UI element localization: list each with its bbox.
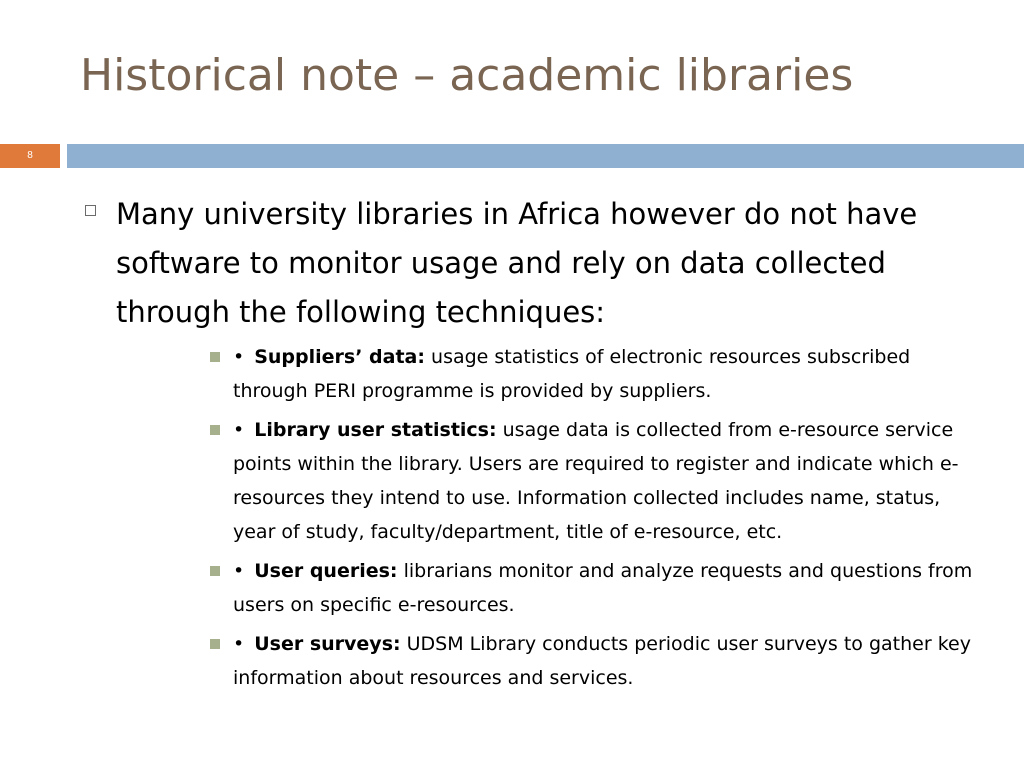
sub-bullet-term: User surveys:	[254, 633, 401, 655]
main-bullet-text: Many university libraries in Africa however do not have software to monitor usage and rely on data collected through the following techniques:	[116, 197, 918, 329]
main-bullet-point	[85, 190, 965, 337]
slide-title: Historical note – academic libraries	[80, 50, 854, 101]
sub-bullet-item	[208, 554, 988, 622]
sub-bullet-term: User queries:	[254, 560, 398, 582]
sub-bullet-item	[208, 340, 988, 408]
filled-square-icon	[210, 425, 220, 435]
bullet-dot: •	[233, 346, 245, 368]
sub-bullet-text: usage statistics of electronic resources subscribed through PERI programme is provided by suppliers.	[233, 346, 911, 402]
sub-bullet-list	[208, 340, 988, 700]
filled-square-icon	[210, 566, 220, 576]
title-divider-bar	[67, 144, 1024, 168]
filled-square-icon	[210, 639, 220, 649]
slide-number-badge	[0, 144, 60, 168]
sub-bullet-item	[208, 627, 988, 695]
hollow-square-icon	[85, 205, 96, 216]
sub-bullet-term: Library user statistics:	[254, 419, 497, 441]
slide-number: 8	[27, 150, 33, 161]
bullet-dot: •	[233, 419, 245, 441]
sub-bullet-text: librarians monitor and analyze requests and questions from users on specific e-resources.	[233, 560, 973, 616]
bullet-dot: •	[233, 633, 245, 655]
bullet-dot: •	[233, 560, 245, 582]
sub-bullet-term: Suppliers’ data:	[254, 346, 425, 368]
sub-bullet-text: UDSM Library conducts periodic user surveys to gather key information about resources and services.	[233, 633, 971, 689]
filled-square-icon	[210, 352, 220, 362]
sub-bullet-text: usage data is collected from e-resource service points within the library. Users are required to register and indicate which e-resources they intend to use. Information collected includes name, status, year of study, faculty/department, title of e-resource, etc.	[233, 419, 959, 543]
sub-bullet-item	[208, 413, 988, 549]
